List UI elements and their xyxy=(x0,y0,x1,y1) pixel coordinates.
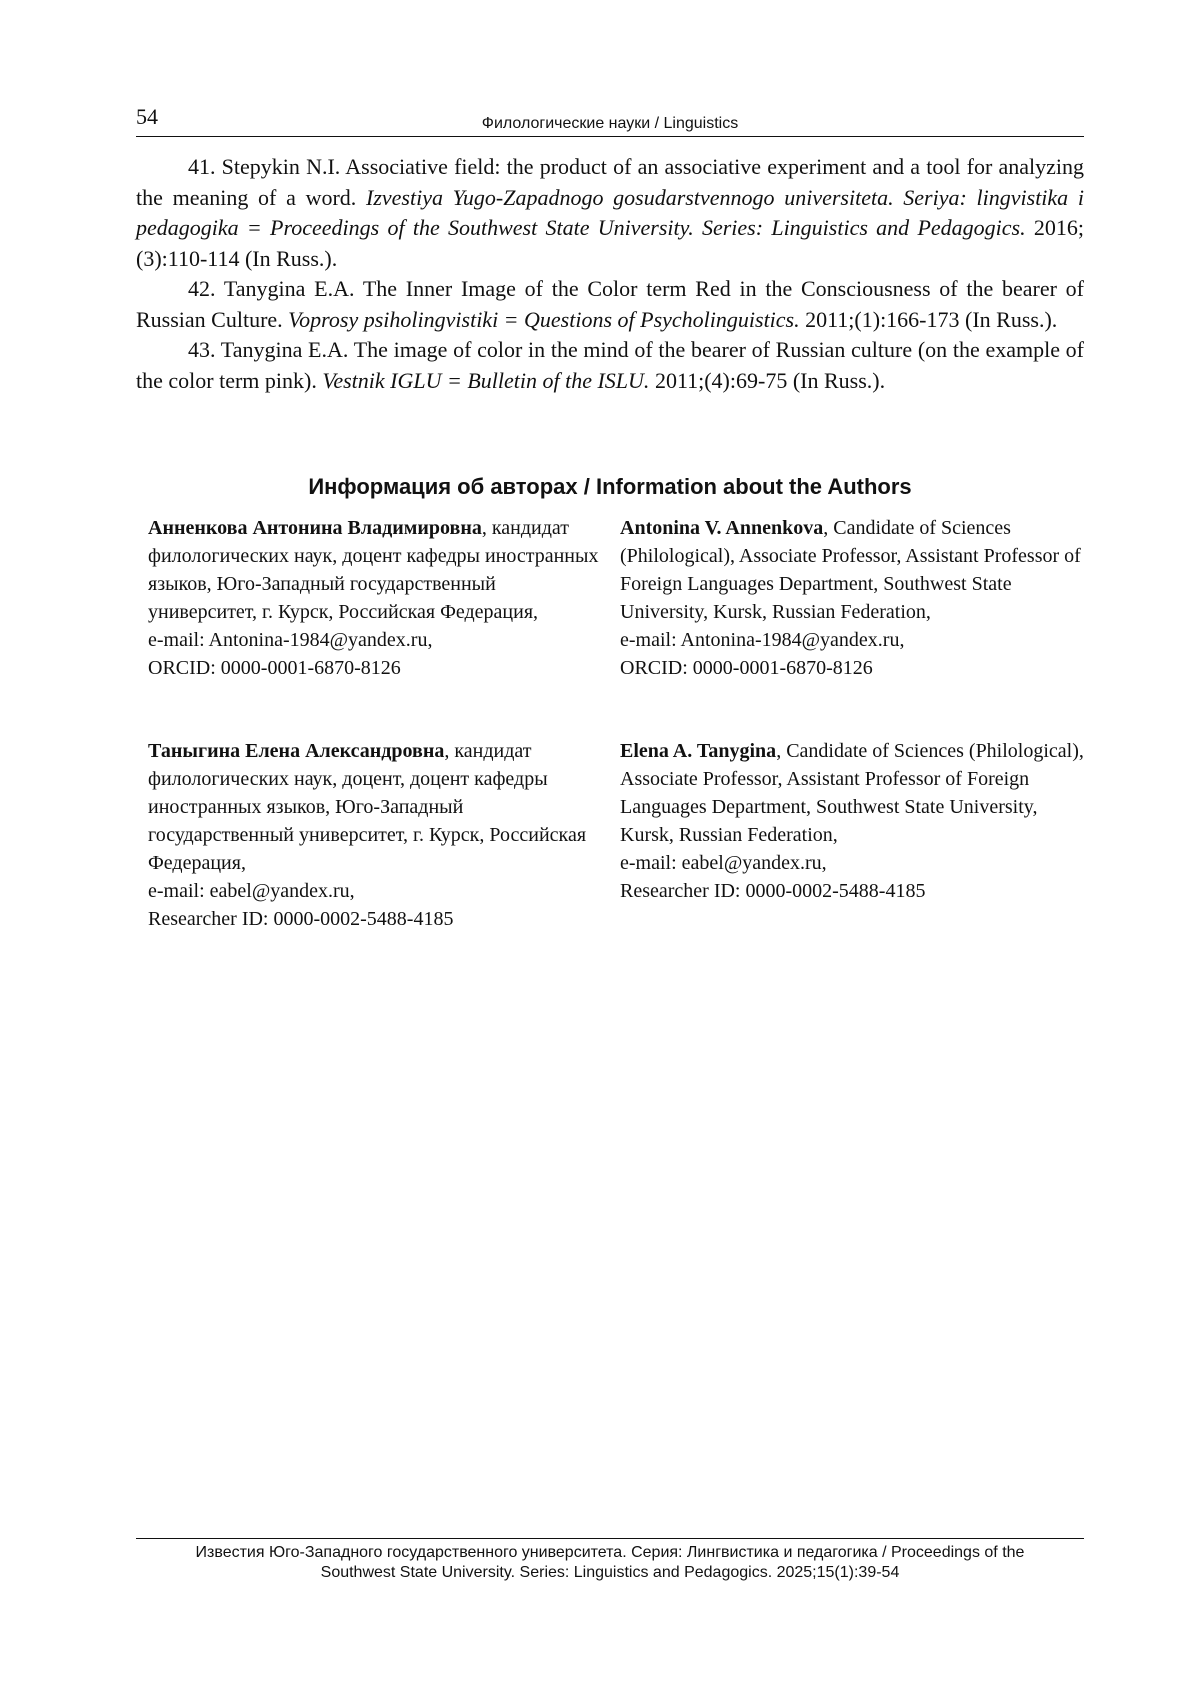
references-list xyxy=(136,152,1084,396)
footer-line: Известия Юго-Западного государственного университета. Серия: Лингвистика и педагогика / Proceedings of the xyxy=(195,1544,1025,1561)
reference-source: Izvestiya Yugo-Zapadnogo gosudarstvennogo universiteta. Seriya: lingvistika i pedagogika = Proceedings of the Southwest State University. Series: Linguistics and Pedagogics. xyxy=(136,184,1085,240)
author-id: ORCID: 0000-0001-6870-8126 xyxy=(148,657,401,679)
authors-heading: Информация об авторах / Information about the Authors xyxy=(308,474,912,499)
author-email: e-mail: eabel@yandex.ru, xyxy=(148,880,355,902)
author-name: Анненкова Антонина Владимировна xyxy=(148,517,482,539)
author-details: , Candidate of Sciences (Philological), Associate Professor, Assistant Professor of Foreign Languages Department, Southwest State University, Kursk, Russian Federation, xyxy=(620,740,1084,846)
footer-rule xyxy=(136,1538,1084,1539)
reference-41 xyxy=(136,152,1084,274)
reference-text: 42. Tanygina E.A. The Inner Image of the Color term Red in the Consciousness of the bearer of Russian Culture. xyxy=(136,276,1084,332)
page-number: 54 xyxy=(136,104,158,129)
author-name: Elena A. Tanygina xyxy=(620,740,777,762)
reference-source: Voprosy psiholingvistiki = Questions of Psycholinguistics. xyxy=(288,306,800,332)
running-head: Филологические науки / Linguistics xyxy=(481,115,739,132)
author-1-ru xyxy=(148,514,608,682)
author-email: e-mail: Antonina-1984@yandex.ru, xyxy=(148,629,433,651)
reference-details: 2016;(3):110-114 (In Russ.). xyxy=(136,215,1084,271)
reference-source: Vestnik IGLU = Bulletin of the ISLU. xyxy=(322,367,650,393)
author-details: , кандидат филологических наук, доцент, доцент кафедры иностранных языков, Юго-Западный государственный университет, г. Курск, Российская Федерация, xyxy=(148,740,587,874)
footer-line: Southwest State University. Series: Linguistics and Pedagogics. 2025;15(1):39-54 xyxy=(320,1564,900,1581)
author-1-en xyxy=(620,514,1086,682)
reference-42 xyxy=(136,274,1084,335)
author-details: , Candidate of Sciences (Philological), Associate Professor, Assistant Professor of Foreign Languages Department, Southwest State University, Kursk, Russian Federation, xyxy=(620,517,1081,623)
author-2-ru xyxy=(148,737,608,933)
footer-citation xyxy=(136,1543,1084,1583)
header-rule xyxy=(136,136,1084,137)
author-email: e-mail: Antonina-1984@yandex.ru, xyxy=(620,629,905,651)
author-email: e-mail: eabel@yandex.ru, xyxy=(620,852,827,874)
reference-details: 2011;(4):69-75 (In Russ.). xyxy=(649,367,886,393)
reference-details: 2011;(1):166-173 (In Russ.). xyxy=(799,306,1058,332)
author-id: Researcher ID: 0000-0002-5488-4185 xyxy=(148,908,454,930)
reference-43 xyxy=(136,335,1084,396)
author-id: ORCID: 0000-0001-6870-8126 xyxy=(620,657,873,679)
author-details: , кандидат филологических наук, доцент кафедры иностранных языков, Юго-Западный государственный университет, г. Курск, Российская Федерация, xyxy=(148,517,599,623)
author-name: Таныгина Елена Александровна xyxy=(148,740,445,762)
reference-text: 43. Tanygina E.A. The image of color in the mind of the bearer of Russian culture (on the example of the color term pink). xyxy=(136,337,1084,393)
author-2-en xyxy=(620,737,1086,905)
author-name: Antonina V. Annenkova xyxy=(620,517,824,539)
author-id: Researcher ID: 0000-0002-5488-4185 xyxy=(620,880,926,902)
reference-text: 41. Stepykin N.I. Associative field: the product of an associative experiment and a tool for analyzing the meaning of a word. xyxy=(136,154,1084,210)
